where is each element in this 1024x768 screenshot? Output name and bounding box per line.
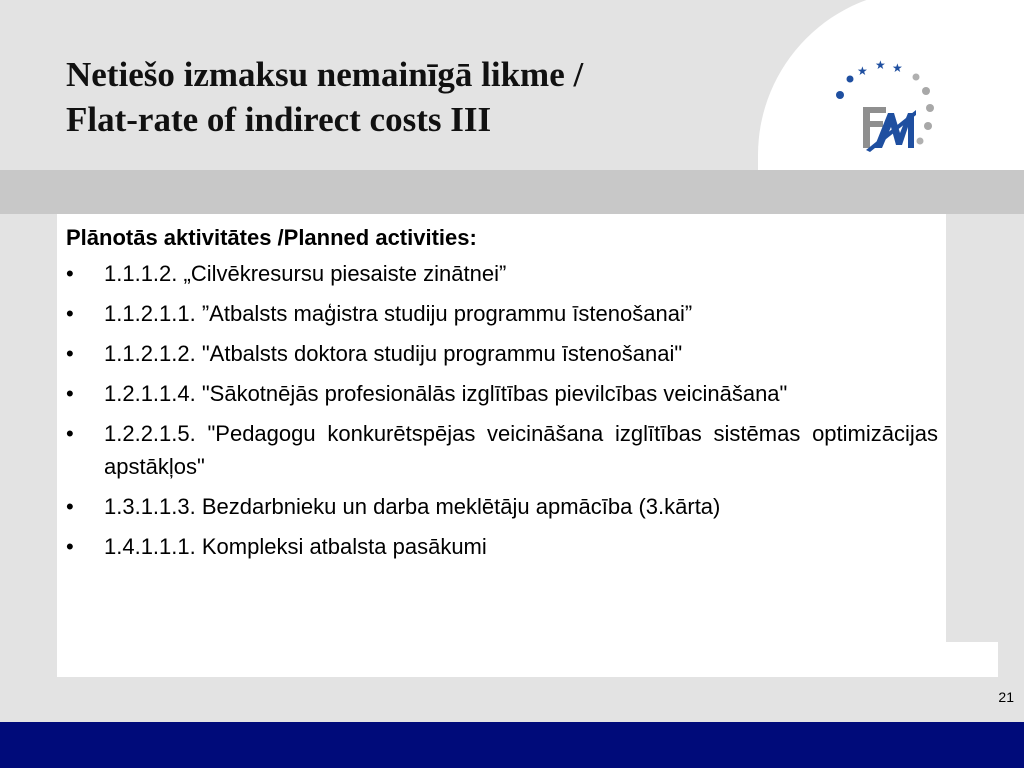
svg-text:★: ★: [892, 61, 903, 75]
header-band: [0, 170, 1024, 214]
right-lower-strip: [998, 642, 1024, 722]
svg-text:★: ★: [875, 58, 886, 72]
right-decor-strip: [946, 214, 1024, 642]
page-number: 21: [998, 689, 1014, 705]
list-item: [66, 337, 938, 370]
list-item-text: 1.2.2.1.5. "Pedagogu konkurētspējas veicināšana izglītības sistēmas optimizācijas apstākļos": [104, 421, 938, 479]
list-item-text: 1.1.2.1.1. ”Atbalsts maģistra studiju programmu īstenošanai”: [104, 301, 693, 326]
list-item: [66, 490, 938, 523]
list-item: [66, 377, 938, 410]
bullet-icon: •: [66, 341, 74, 366]
bullet-icon: •: [66, 261, 74, 286]
list-item: [66, 297, 938, 330]
activities-list: [66, 257, 938, 563]
activities-heading: Plānotās aktivitātes /Planned activities:: [66, 225, 477, 250]
left-margin-strip: [0, 214, 57, 722]
footer-bar: [0, 722, 1024, 768]
svg-text:★: ★: [857, 64, 868, 78]
content-area: [66, 221, 938, 570]
list-item-text: 1.1.1.2. „Cilvēkresursu piesaiste zinātnei”: [104, 261, 507, 286]
list-item-text: 1.4.1.1.1. Kompleksi atbalsta pasākumi: [104, 534, 487, 559]
bullet-icon: •: [66, 301, 74, 326]
list-item: [66, 530, 938, 563]
bullet-icon: •: [66, 494, 74, 519]
list-item-text: 1.2.1.1.4. "Sākotnējās profesionālās izglītības pievilcības veicināšana": [104, 381, 788, 406]
list-item: [66, 417, 938, 483]
bottom-decor-strip: [0, 677, 1024, 722]
title-line-1: Netiešo izmaksu nemainīgā likme /: [66, 55, 584, 94]
list-item-text: 1.3.1.1.3. Bezdarbnieku un darba meklētāju apmācība (3.kārta): [104, 494, 721, 519]
bullet-icon: •: [66, 534, 74, 559]
bullet-icon: •: [66, 381, 74, 406]
list-item-text: 1.1.2.1.2. "Atbalsts doktora studiju programmu īstenošanai": [104, 341, 683, 366]
list-item: [66, 257, 938, 290]
fm-logo-icon: [828, 55, 938, 160]
title-line-2: Flat-rate of indirect costs III: [66, 100, 492, 139]
bullet-icon: •: [66, 421, 74, 446]
slide-title: [66, 52, 746, 142]
